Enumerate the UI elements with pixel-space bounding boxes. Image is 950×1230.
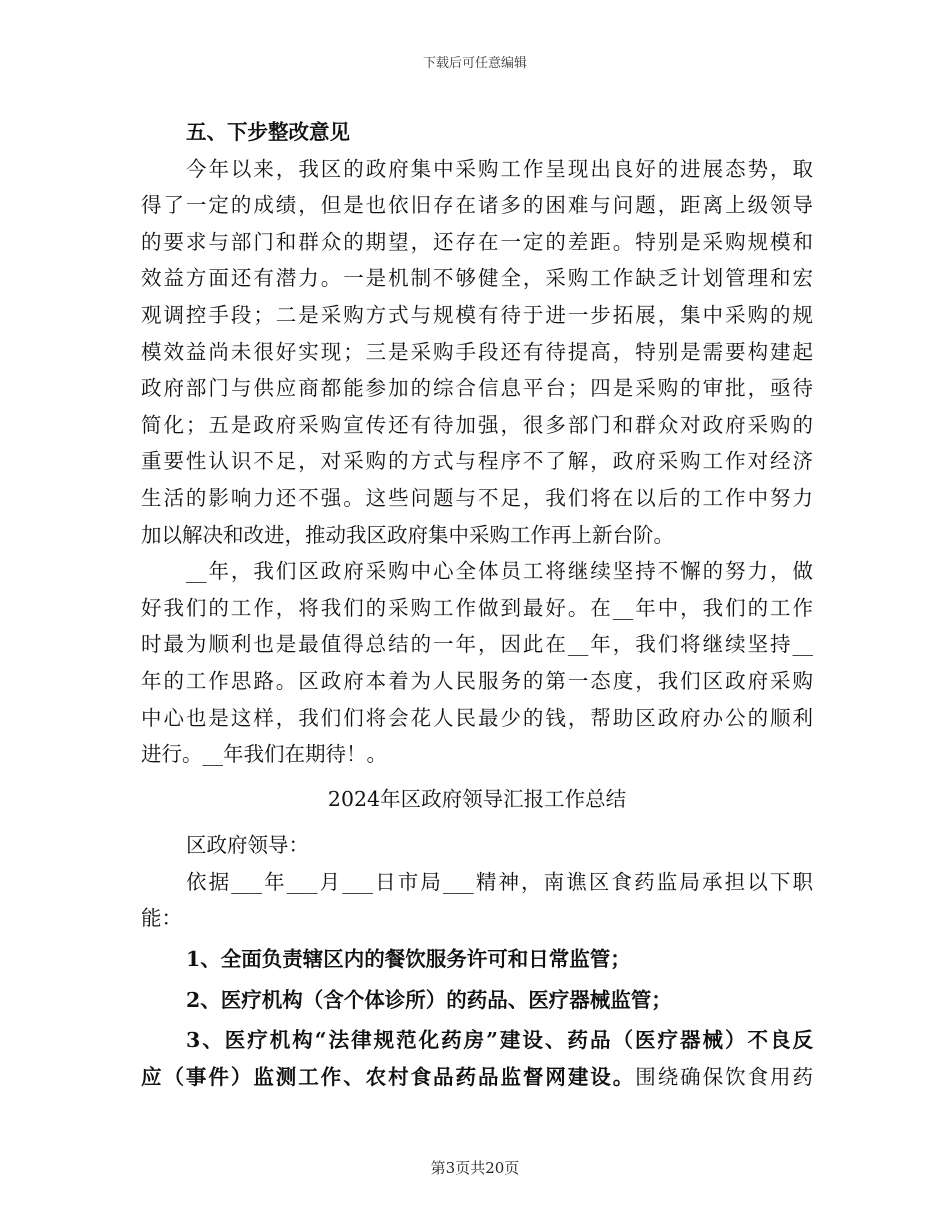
paragraph-line: 生活的影响力还不强。这些问题与不足，我们将在以后的工作中努力 [141, 485, 813, 510]
page-header: 下载后可任意编辑 [422, 56, 527, 71]
paragraph-line: 效益方面还有潜力。一是机制不够健全，采购工作缺乏计划管理和宏 [141, 266, 813, 291]
duty-item-2: 2、医疗机构（含个体诊所）的药品、医疗器械监管； [186, 987, 672, 1012]
paragraph-line: 模效益尚未很好实现；三是采购手段还有待提高，特别是需要构建起 [141, 339, 813, 364]
paragraph-line: 时最为顺利也是最值得总结的一年，因此在__年，我们将继续坚持__ [141, 632, 813, 657]
paragraph-line: 能： [141, 906, 182, 931]
page-footer: 第3页共20页 [430, 1159, 520, 1177]
salutation: 区政府领导： [186, 833, 309, 858]
paragraph-line: 好我们的工作，将我们的采购工作做到最好。在__年中，我们的工作 [141, 595, 813, 620]
document-body [141, 114, 813, 1095]
duty-item-1: 1、全面负责辖区内的餐饮服务许可和日常监管； [186, 947, 631, 972]
duty-item-3-bold-part: 应（事件）监测工作、农村食品药品监督网建设。 [141, 1064, 636, 1089]
paragraph-line: 的要求与部门和群众的期望，还存在一定的差距。特别是采购规模和 [141, 229, 813, 254]
paragraph-line: 政府部门与供应商都能参加的综合信息平台；四是采购的审批，亟待 [141, 376, 813, 401]
paragraph-intro [141, 864, 813, 937]
duty-item-3-rest: 围绕确保饮食用药 [635, 1064, 814, 1089]
paragraph-line: 中心也是这样，我们们将会花人民最少的钱，帮助区政府办公的顺利 [141, 705, 813, 730]
paragraph-outlook [141, 553, 813, 773]
paragraph-rectification [141, 151, 813, 554]
report-title: 2024年区政府领导汇报工作总结 [327, 786, 627, 811]
section-heading: 五、下步整改意见 [186, 120, 350, 144]
paragraph-line: 进行。__年我们在期待！。 [141, 742, 387, 767]
duty-item-3-continued [141, 1059, 813, 1096]
paragraph-line: 依据___年___月___日市局___精神，南谯区食药监局承担以下职 [186, 869, 813, 894]
paragraph-line: 观调控手段；二是采购方式与规模有待于进一步拓展，集中采购的规 [141, 302, 813, 327]
paragraph-line: __年，我们区政府采购中心全体员工将继续坚持不懈的努力，做 [186, 559, 813, 584]
paragraph-line: 简化；五是政府采购宣传还有待加强，很多部门和群众对政府采购的 [141, 412, 813, 437]
paragraph-line: 今年以来，我区的政府集中采购工作呈现出良好的进展态势，取 [186, 156, 813, 181]
paragraph-line: 重要性认识不足，对采购的方式与程序不了解，政府采购工作对经济 [141, 449, 813, 474]
paragraph-line: 加以解决和改进，推动我区政府集中采购工作再上新台阶。 [141, 522, 674, 547]
paragraph-line: 年的工作思路。区政府本着为人民服务的第一态度，我们区政府采购 [141, 668, 813, 693]
duty-item-3: 3、医疗机构“法律规范化药房”建设、药品（医疗器械）不良反 [186, 1028, 813, 1053]
paragraph-line: 得了一定的成绩，但是也依旧存在诸多的困难与问题，距离上级领导 [141, 193, 813, 218]
